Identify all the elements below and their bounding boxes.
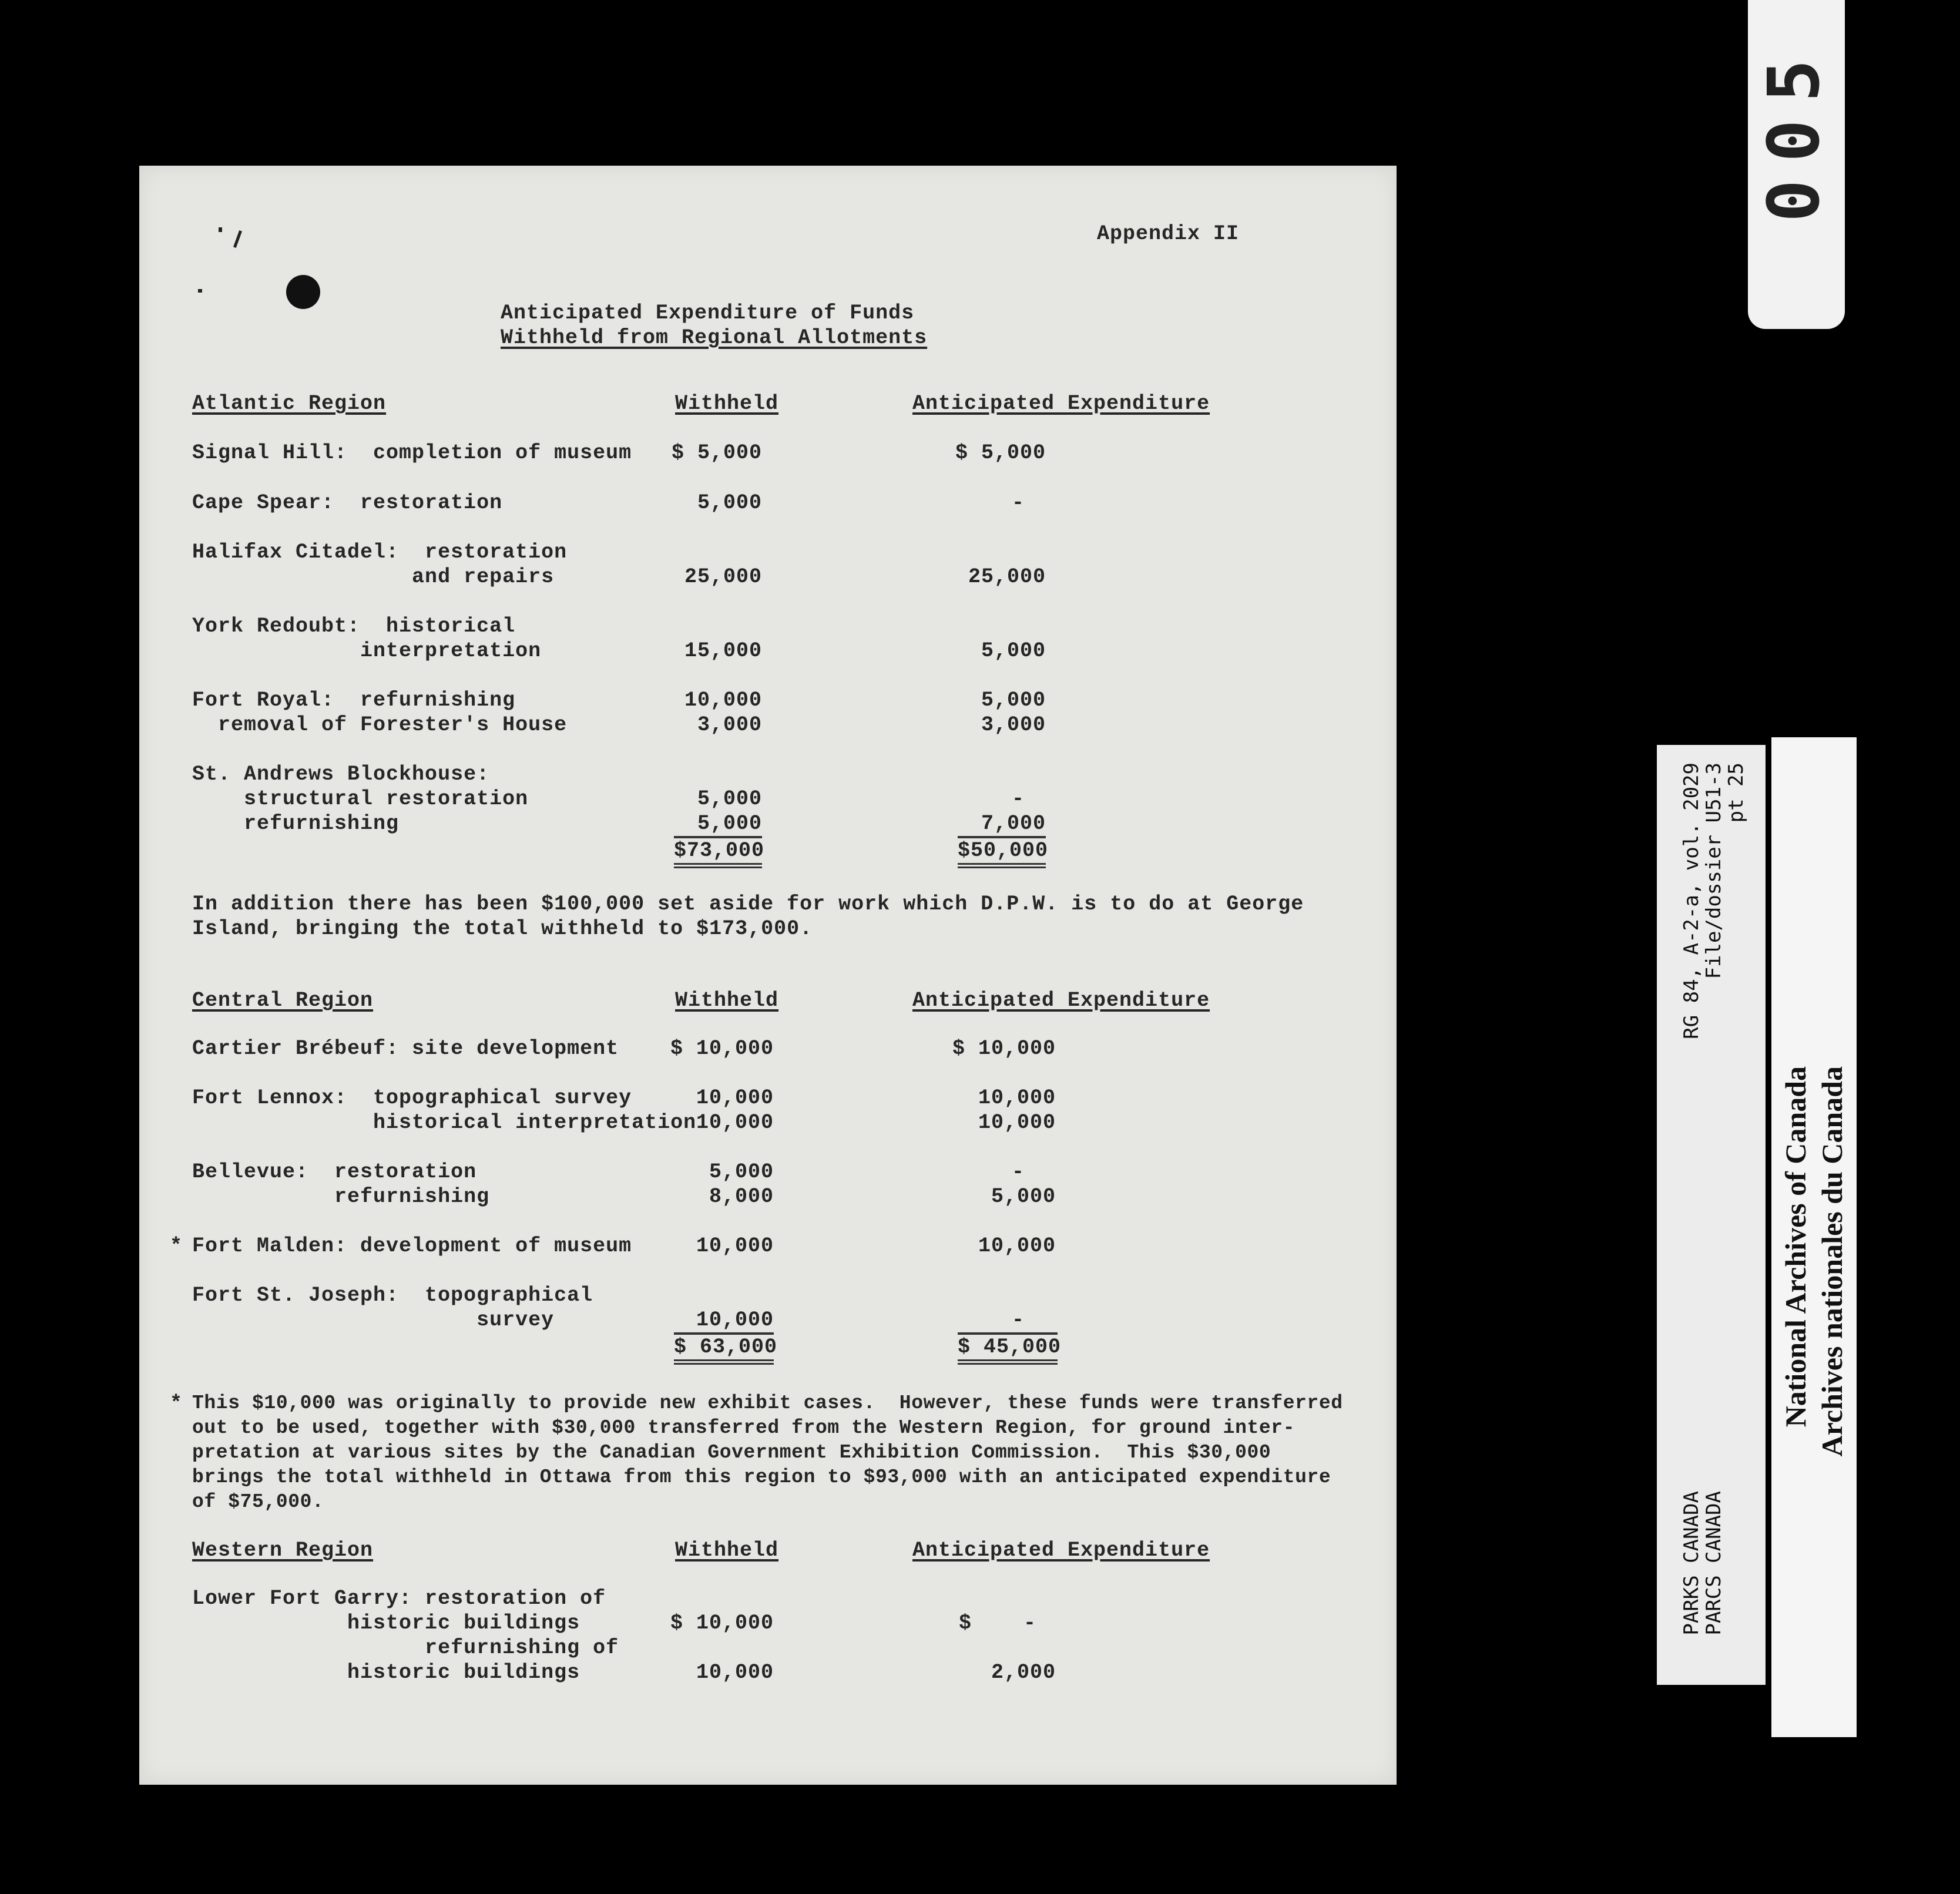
row-anticipated: 5,000 xyxy=(981,639,1046,663)
row-label: refurnishing of xyxy=(192,1636,619,1660)
row-withheld: 15,000 xyxy=(684,639,762,663)
row-anticipated: 2,000 xyxy=(991,1661,1056,1684)
row-anticipated: 10,000 xyxy=(978,1234,1056,1258)
col-anticipated-3: Anticipated Expenditure xyxy=(912,1539,1210,1562)
row-label: Cartier Brébeuf: site development xyxy=(192,1037,619,1060)
row-withheld: $ 10,000 xyxy=(670,1611,774,1635)
row-anticipated: - xyxy=(1011,1160,1025,1184)
footnote-line: out to be used, together with $30,000 transferred from the Western Region, for ground inter- xyxy=(192,1417,1296,1439)
row-withheld: $ 5,000 xyxy=(671,441,762,465)
row-withheld: 25,000 xyxy=(684,565,762,589)
reference-line-1: RG 84, A-2-a, vol. 2029 xyxy=(1680,763,1703,1039)
atlantic-note-line-2: Island, bringing the total withheld to $173,000. xyxy=(192,917,813,941)
reference-line-2: File/dossier U51-3 xyxy=(1702,763,1726,979)
footnote-line: This $10,000 was originally to provide new exhibit cases. However, these funds were transferred xyxy=(192,1392,1343,1414)
col-withheld-2: Withheld xyxy=(675,989,779,1012)
row-withheld: 3,000 xyxy=(697,713,762,737)
archives-name-en: National Archives of Canada xyxy=(1779,1066,1812,1428)
central-total-anticipated: $ 45,000 xyxy=(958,1332,1058,1365)
row-withheld: 10,000 xyxy=(696,1661,774,1684)
row-anticipated: 10,000 xyxy=(978,1111,1056,1134)
row-withheld: 5,000 xyxy=(697,812,762,835)
row-label: Signal Hill: completion of museum xyxy=(192,441,632,465)
parks-canada: PARKS CANADA xyxy=(1680,1491,1703,1636)
row-withheld: 10,000 xyxy=(696,1234,774,1258)
row-withheld: 10,000 xyxy=(696,1086,774,1110)
row-anticipated: 5,000 xyxy=(991,1185,1056,1208)
footnote-line: pretation at various sites by the Canadian Government Exhibition Commission. This $30,000 xyxy=(192,1442,1271,1463)
row-withheld: 10,000 xyxy=(696,1308,774,1332)
row-anticipated: 10,000 xyxy=(978,1086,1056,1110)
title-line-1: Anticipated Expenditure of Funds xyxy=(501,301,915,325)
appendix-label: Appendix II xyxy=(1097,222,1240,246)
atlantic-total-withheld: $73,000 xyxy=(674,836,762,868)
row-anticipated: $ 10,000 xyxy=(952,1037,1056,1060)
row-label: survey xyxy=(192,1308,555,1332)
ink-blot xyxy=(286,275,320,309)
footnote-star-marker: * xyxy=(170,1234,183,1258)
row-label: St. Andrews Blockhouse: xyxy=(192,763,490,786)
row-label: structural restoration xyxy=(192,787,529,811)
row-label: Halifax Citadel: restoration xyxy=(192,540,568,564)
row-label: removal of Forester's House xyxy=(192,713,568,737)
central-heading: Central Region xyxy=(192,989,374,1012)
footnote-line: of $75,000. xyxy=(192,1491,324,1513)
row-anticipated: $ 5,000 xyxy=(955,441,1046,465)
archive-reference-label xyxy=(1657,745,1766,1685)
central-total-withheld: $ 63,000 xyxy=(674,1332,774,1365)
col-anticipated-1: Anticipated Expenditure xyxy=(912,392,1210,415)
row-withheld: 10,000 xyxy=(696,1111,774,1134)
row-label: Fort Lennox: topographical survey xyxy=(192,1086,632,1110)
parcs-canada: PARCS CANADA xyxy=(1702,1491,1726,1636)
footnote-star: * xyxy=(170,1392,183,1415)
frame-counter: 005 xyxy=(1754,42,1835,223)
row-anticipated: - xyxy=(1011,787,1025,811)
row-anticipated: - xyxy=(1011,491,1025,515)
row-label: Fort St. Joseph: topographical xyxy=(192,1284,593,1307)
row-withheld: 10,000 xyxy=(684,689,762,712)
atlantic-total-anticipated: $50,000 xyxy=(958,836,1046,868)
row-anticipated: 25,000 xyxy=(968,565,1046,589)
row-label: and repairs xyxy=(192,565,555,589)
row-anticipated: $ - xyxy=(959,1611,1037,1635)
western-heading: Western Region xyxy=(192,1539,374,1562)
atlantic-note-line-1: In addition there has been $100,000 set aside for work which D.P.W. is to do at George xyxy=(192,892,1304,916)
row-label: Fort Malden: development of museum xyxy=(192,1234,632,1258)
row-anticipated: 5,000 xyxy=(981,689,1046,712)
col-withheld-3: Withheld xyxy=(675,1539,779,1562)
col-withheld-1: Withheld xyxy=(675,392,779,415)
footnote-line: brings the total withheld in Ottawa from this region to $93,000 with an anticipated expenditure xyxy=(192,1466,1331,1488)
row-label: Fort Royal: refurnishing xyxy=(192,689,516,712)
row-label: refurnishing xyxy=(192,1185,490,1208)
speck xyxy=(198,289,202,293)
row-label: interpretation xyxy=(192,639,542,663)
document-page xyxy=(139,166,1397,1785)
row-withheld: 5,000 xyxy=(697,787,762,811)
row-label: York Redoubt: historical xyxy=(192,614,516,638)
row-label: Lower Fort Garry: restoration of xyxy=(192,1587,606,1610)
archives-name-fr: Archives nationales du Canada xyxy=(1815,1066,1848,1457)
row-label: historical interpretation xyxy=(192,1111,697,1134)
row-label: refurnishing xyxy=(192,812,400,835)
row-withheld: 8,000 xyxy=(709,1185,774,1208)
row-label: Bellevue: restoration xyxy=(192,1160,477,1184)
col-anticipated-2: Anticipated Expenditure xyxy=(912,989,1210,1012)
row-withheld: 5,000 xyxy=(697,491,762,515)
speck xyxy=(233,230,242,248)
row-withheld: 5,000 xyxy=(709,1160,774,1184)
national-archives-label xyxy=(1771,737,1857,1737)
row-label: historic buildings xyxy=(192,1661,580,1684)
row-anticipated: 7,000 xyxy=(981,812,1046,835)
title-line-2: Withheld from Regional Allotments xyxy=(501,326,928,350)
atlantic-heading: Atlantic Region xyxy=(192,392,387,415)
row-label: historic buildings xyxy=(192,1611,580,1635)
speck xyxy=(219,227,222,232)
row-label: Cape Spear: restoration xyxy=(192,491,503,515)
reference-line-3: pt 25 xyxy=(1724,763,1748,823)
row-withheld: $ 10,000 xyxy=(670,1037,774,1060)
row-anticipated: 3,000 xyxy=(981,713,1046,737)
row-anticipated: - xyxy=(1011,1308,1025,1332)
